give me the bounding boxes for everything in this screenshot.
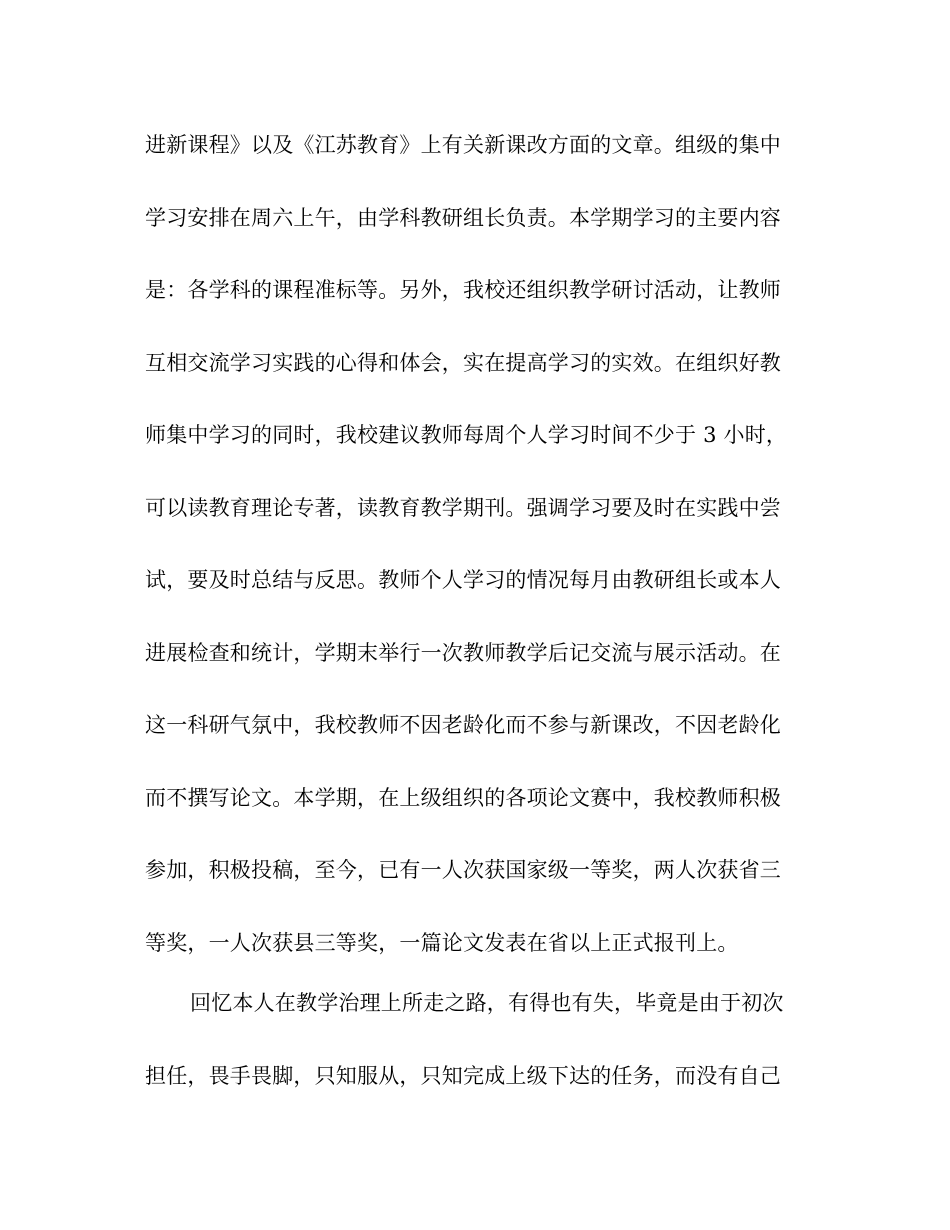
text-line: 师集中学习的同时，我校建议教师每周个人学习时间不少于 3 小时， xyxy=(145,423,788,447)
text-line: 进新课程》以及《江苏教育》上有关新课改方面的文章。组级的集中 xyxy=(145,133,781,157)
text-line: 试，要及时总结与反思。教师个人学习的情况每月由教研组长或本人 xyxy=(145,568,781,592)
text-line: 而不撰写论文。本学期，在上级组织的各项论文赛中，我校教师积极 xyxy=(145,786,781,810)
text-line: 参加，积极投稿，至今，已有一人次获国家级一等奖，两人次获省三 xyxy=(145,858,781,882)
text-line: 互相交流学习实践的心得和体会，实在提高学习的实效。在组织好教 xyxy=(145,351,781,375)
text-line: 是：各学科的课程准标等。另外，我校还组织教学研讨活动，让教师 xyxy=(145,278,781,302)
text-line: 学习安排在周六上午，由学科教研组长负责。本学期学习的主要内容 xyxy=(145,206,781,230)
paragraph-first-line: 回忆本人在教学治理上所走之路，有得也有失，毕竟是由于初次 xyxy=(190,991,784,1015)
text-line: 可以读教育理论专著，读教育教学期刊。强调学习要及时在实践中尝 xyxy=(145,496,781,520)
text-line: 等奖，一人次获县三等奖，一篇论文发表在省以上正式报刊上。 xyxy=(145,931,739,955)
text-line: 这一科研气氛中，我校教师不因老龄化而不参与新课改，不因老龄化 xyxy=(145,713,781,737)
text-line: 进展检查和统计，学期末举行一次教师教学后记交流与展示活动。在 xyxy=(145,641,781,665)
text-line: 担任，畏手畏脚，只知服从，只知完成上级下达的任务，而没有自己 xyxy=(145,1064,781,1088)
